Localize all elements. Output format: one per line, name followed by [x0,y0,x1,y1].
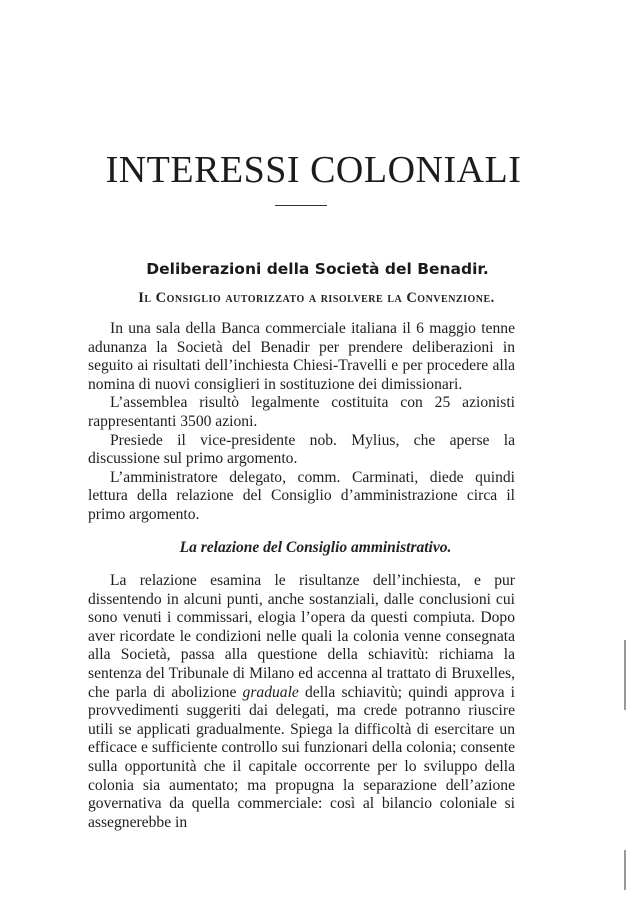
paragraph: In una sala della Banca commerciale italiana il 6 maggio tenne adunanza la Società del Benadir per prendere deliberazioni in seguito ai risultati dell’inchiesta Chiesi-Travelli e per procedere alla nomina di nuovi consiglieri in sostituzione dei dimissionari. [88,320,515,393]
section-subhead: Il Consiglio autorizzato a risolvere la Convenzione. [138,290,495,306]
paragraph-text-start: La relazione esamina le risultanze dell’inchiesta, e pur dissentendo in alcuni punti, anche sostanziali, dalle conclusioni cui sono venuti i commissari, elogia l’opera da questi compiuta. Dopo aver ricordate le condizioni nelle quali la colonia venne consegnata alla Società, passa alla questione della schiavitù: richiama la sentenza del Tribunale di Milano ed accenna al trattato di Bruxelles, che parla di abolizione [88,572,515,701]
page-title: INTERESSI COLONIALI [105,149,522,191]
paragraph [88,572,515,832]
subsection-heading: La relazione del Consiglio amministrativo. [179,539,452,556]
section-title: Deliberazioni della Società del Benadir. [146,260,489,278]
emphasized-word: graduale [242,683,299,701]
paragraph-text-end: della schiavitù; quindi approva i provvedimenti suggeriti dai delegati, ma crede potranno riuscire utili se applicati gradualmente. Spiega la difficoltà di esercitare un efficace e sufficiente controllo sui funzionari della colonia; consente sulla opportunità che il capitale occorrente per lo sviluppo della colonia sia aumentato; ma propugna la separazione dell’azione governativa da quella commerciale: così al bilancio coloniale si assegnerebbe in [88,683,515,831]
intro-text-block [88,320,515,525]
paragraph: L’amministratore delegato, comm. Carminati, diede quindi lettura della relazione del Consiglio d’amministrazione circa il primo argomento. [88,468,515,523]
page-edge-mark [624,640,626,710]
title-divider [275,205,327,206]
paragraph: L’assemblea risultò legalmente costituita con 25 azionisti rappresentanti 3500 azioni. [88,394,515,430]
relazione-text-block [88,572,515,832]
paragraph: Presiede il vice-presidente nob. Mylius, che aperse la discussione sul primo argomento. [88,431,515,468]
page-edge-mark [624,850,626,890]
